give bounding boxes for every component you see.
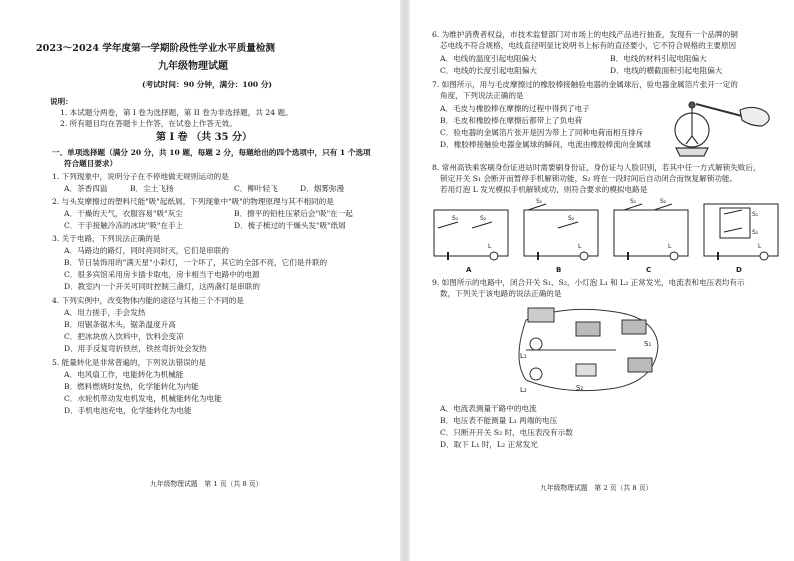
- question-9-stem-cont: 数，下列关于该电路的说法正确的是: [440, 289, 562, 298]
- exam-title: 2023～2024 学年度第一学期阶段性学业水平质量检测: [36, 43, 276, 54]
- question-9-option-d: D．取下 L₁ 时，L₂ 正常发光: [440, 440, 538, 449]
- electroscope-figure: [662, 96, 782, 162]
- question-6-option-c: C．电线的长度引起电阻偏大: [440, 66, 537, 75]
- question-8-stem-cont-2: 若用灯泡 L 发光模拟手机解锁成功，则符合要求的模拟电路是: [440, 185, 648, 194]
- exam-info: (考试时间：90 分钟，满分：100 分): [142, 80, 273, 89]
- circuit-a-label-s2: S₂: [480, 215, 487, 222]
- circuit-b: [524, 204, 598, 260]
- circuit-c-label-lamp: L: [668, 243, 672, 250]
- question-9-option-b: B．电压表不能测量 L₁ 两端的电压: [440, 416, 558, 425]
- notes-label: 说明：: [50, 97, 73, 106]
- circuit-d-label-s2: S₂: [752, 229, 759, 236]
- question-7-stem-cont: 角度，下列说法正确的是: [440, 91, 524, 100]
- question-2-option-c: C．干手接触冷冻的冰块"吸"在手上: [64, 221, 184, 230]
- question-2-option-b: B．擦平的铅柱压紧后会"吸"在一起: [234, 209, 353, 218]
- part-one-heading-cont: 符合题目要求）: [64, 159, 118, 168]
- question-9-circuit-figure: [506, 300, 676, 400]
- page-gutter: [400, 0, 410, 561]
- note-1: 1. 本试题分两卷，第 I 卷为选择题，第 II 卷为非选择题，共 24 题。: [60, 108, 293, 117]
- question-4-option-b: B．用锯条锯木头，锯条温度升高: [64, 320, 176, 329]
- question-4-option-d: D．用手反复弯折铁丝，铁丝弯折处会发热: [64, 344, 207, 353]
- label-s1: S₁: [644, 340, 652, 348]
- circuit-d-label-s1: S₁: [752, 211, 759, 218]
- question-1-option-b: B．尘土飞扬: [130, 184, 174, 193]
- question-6-option-a: A．电线的温度引起电阻偏大: [440, 54, 537, 63]
- question-8-stem: 8. 常州高铁乘客刷身份证进站时需要刷身份证，身份证与人脸识别，若其中任一方式解锁失败后，: [432, 163, 761, 172]
- question-6-stem-cont: 芯电线不符合规格，电线直径明显比说明书上标有的直径要小，它不符合规格的主要原因: [440, 41, 737, 50]
- circuit-c: [614, 204, 688, 260]
- question-4-option-a: A．用力搓手，手会发热: [64, 308, 146, 317]
- question-2-stem: 2. 与头发摩擦过的塑料尺能"吸"起纸屑。下列现象中"吸"的物理原理与其不相同的是: [52, 197, 334, 206]
- question-1-stem: 1. 下列现象中，说明分子在不停地做无规则运动的是: [52, 172, 229, 181]
- section-title: 第 I 卷 （共 35 分）: [156, 132, 253, 143]
- circuit-d-label-lamp: L: [758, 243, 762, 250]
- question-5-option-a: A．电风扇工作，电能转化为机械能: [64, 370, 184, 379]
- circuit-b-label-s2: S₂: [568, 215, 575, 222]
- circuit-c-letter: C: [646, 266, 652, 274]
- question-7-stem: 7. 如图所示，用与毛皮摩擦过的橡胶棒接触验电器的金属球后，验电器金属箔片张开一定的: [432, 80, 738, 89]
- label-l2: L₂: [520, 386, 527, 394]
- circuit-a-label-lamp: L: [488, 243, 492, 250]
- circuit-a-label-s1: S₁: [452, 215, 459, 222]
- circuit-d-letter: D: [736, 266, 742, 274]
- question-2-option-a: A．干燥的天气，衣服容易"吸"灰尘: [64, 209, 183, 218]
- question-3-option-a: A．马路边的路灯，同时亮同时灭，它们是串联的: [64, 246, 229, 255]
- question-9-option-a: A．电流表测量干路中的电流: [440, 404, 537, 413]
- page-1-footer: 九年级物理试题 第 1 页（共 8 页）: [150, 480, 263, 488]
- question-7-option-b: B．毛皮和橡胶棒在摩擦后都带上了负电荷: [440, 116, 583, 125]
- question-4-option-c: C．把冰块放入饮料中，饮料会变凉: [64, 332, 184, 341]
- page-2-footer: 九年级物理试题 第 2 页（共 8 页）: [540, 484, 653, 492]
- question-5-option-c: C．水轮机带动发电机发电，机械能转化为电能: [64, 394, 222, 403]
- question-5-option-b: B．燃料燃烧时发热，化学能转化为内能: [64, 382, 199, 391]
- circuit-b-label-lamp: L: [578, 243, 582, 250]
- circuit-b-label-s1: S₁: [536, 198, 543, 205]
- question-1-option-c: C．柳叶轻飞: [234, 184, 278, 193]
- circuit-c-label-s1: S₁: [630, 198, 637, 205]
- question-9-stem: 9. 如图所示的电路中，闭合开关 S₁、S₂，小灯泡 L₁ 和 L₂ 正常发光，电流表和电压表均有示: [432, 278, 745, 287]
- label-l1: L₁: [520, 352, 527, 360]
- question-3-option-d: D．教室内一个开关可同时控制三盏灯，这两盏灯是串联的: [64, 282, 260, 291]
- circuit-a: [434, 210, 508, 260]
- circuit-c-label-s2: S₂: [660, 198, 667, 205]
- question-6-option-d: D．电线的横截面积引起电阻偏大: [610, 66, 723, 75]
- question-1-option-d: D．烟雾弥漫: [300, 184, 345, 193]
- question-7-option-c: C．验电器的金属箔片张开是因为带上了同种电荷而相互排斥: [440, 128, 644, 137]
- note-2: 2. 所有题目均在答题卡上作答，在试卷上作答无效。: [60, 119, 237, 128]
- question-8-circuit-options: [428, 198, 788, 276]
- exam-subtitle: 九年级物理试题: [158, 61, 228, 72]
- circuit-a-letter: A: [466, 266, 472, 274]
- question-3-stem: 3. 关于电路，下列说法正确的是: [52, 234, 161, 243]
- question-9-option-c: C．只断开开关 S₂ 时，电压表没有示数: [440, 428, 573, 437]
- question-3-option-b: B．节日装饰用的"满天星"小彩灯，一个坏了，其它的全部不亮，它们是并联的: [64, 258, 328, 267]
- question-7-option-a: A．毛皮与橡胶棒在摩擦的过程中得到了电子: [440, 104, 590, 113]
- part-one-heading: 一、单项选择题（满分 20 分，共 10 题，每题 2 分，每题给出的四个选项中，只有 1 个选项: [52, 148, 371, 157]
- question-3-option-c: C．很多宾馆采用房卡插卡取电，房卡相当于电路中的电源: [64, 270, 260, 279]
- label-s2: S₂: [576, 384, 584, 392]
- circuit-b-letter: B: [556, 266, 562, 274]
- question-6-stem: 6. 为维护消费者权益，市技术监督部门对市场上的电线产品进行抽查，发现有一个品牌的铜: [432, 30, 738, 39]
- question-8-stem-cont: 锁定开关 S₁ 会断开而暂停手机解锁功能，S₂ 将在一段时间后自动闭合而恢复解锁功能。: [440, 174, 738, 183]
- question-5-stem: 5. 能量转化是非常普遍的，下列说法错误的是: [52, 358, 206, 367]
- question-6-option-b: B．电线的材料引起电阻偏大: [610, 54, 707, 63]
- question-5-option-d: D．手机电池充电，化学能转化为电能: [64, 406, 192, 415]
- question-1-option-a: A．茶香四溢: [64, 184, 108, 193]
- question-4-stem: 4. 下列实例中，改变物体内能的途径与其他三个不同的是: [52, 296, 244, 305]
- question-7-option-d: D．橡胶棒接触验电器金属球的瞬间，电流由橡胶棒流向金属球: [440, 140, 652, 149]
- question-2-option-d: D．梳子梳过的干燥头发"吸"纸屑: [234, 221, 346, 230]
- exam-page-2: [410, 0, 794, 561]
- circuit-d: [704, 204, 778, 260]
